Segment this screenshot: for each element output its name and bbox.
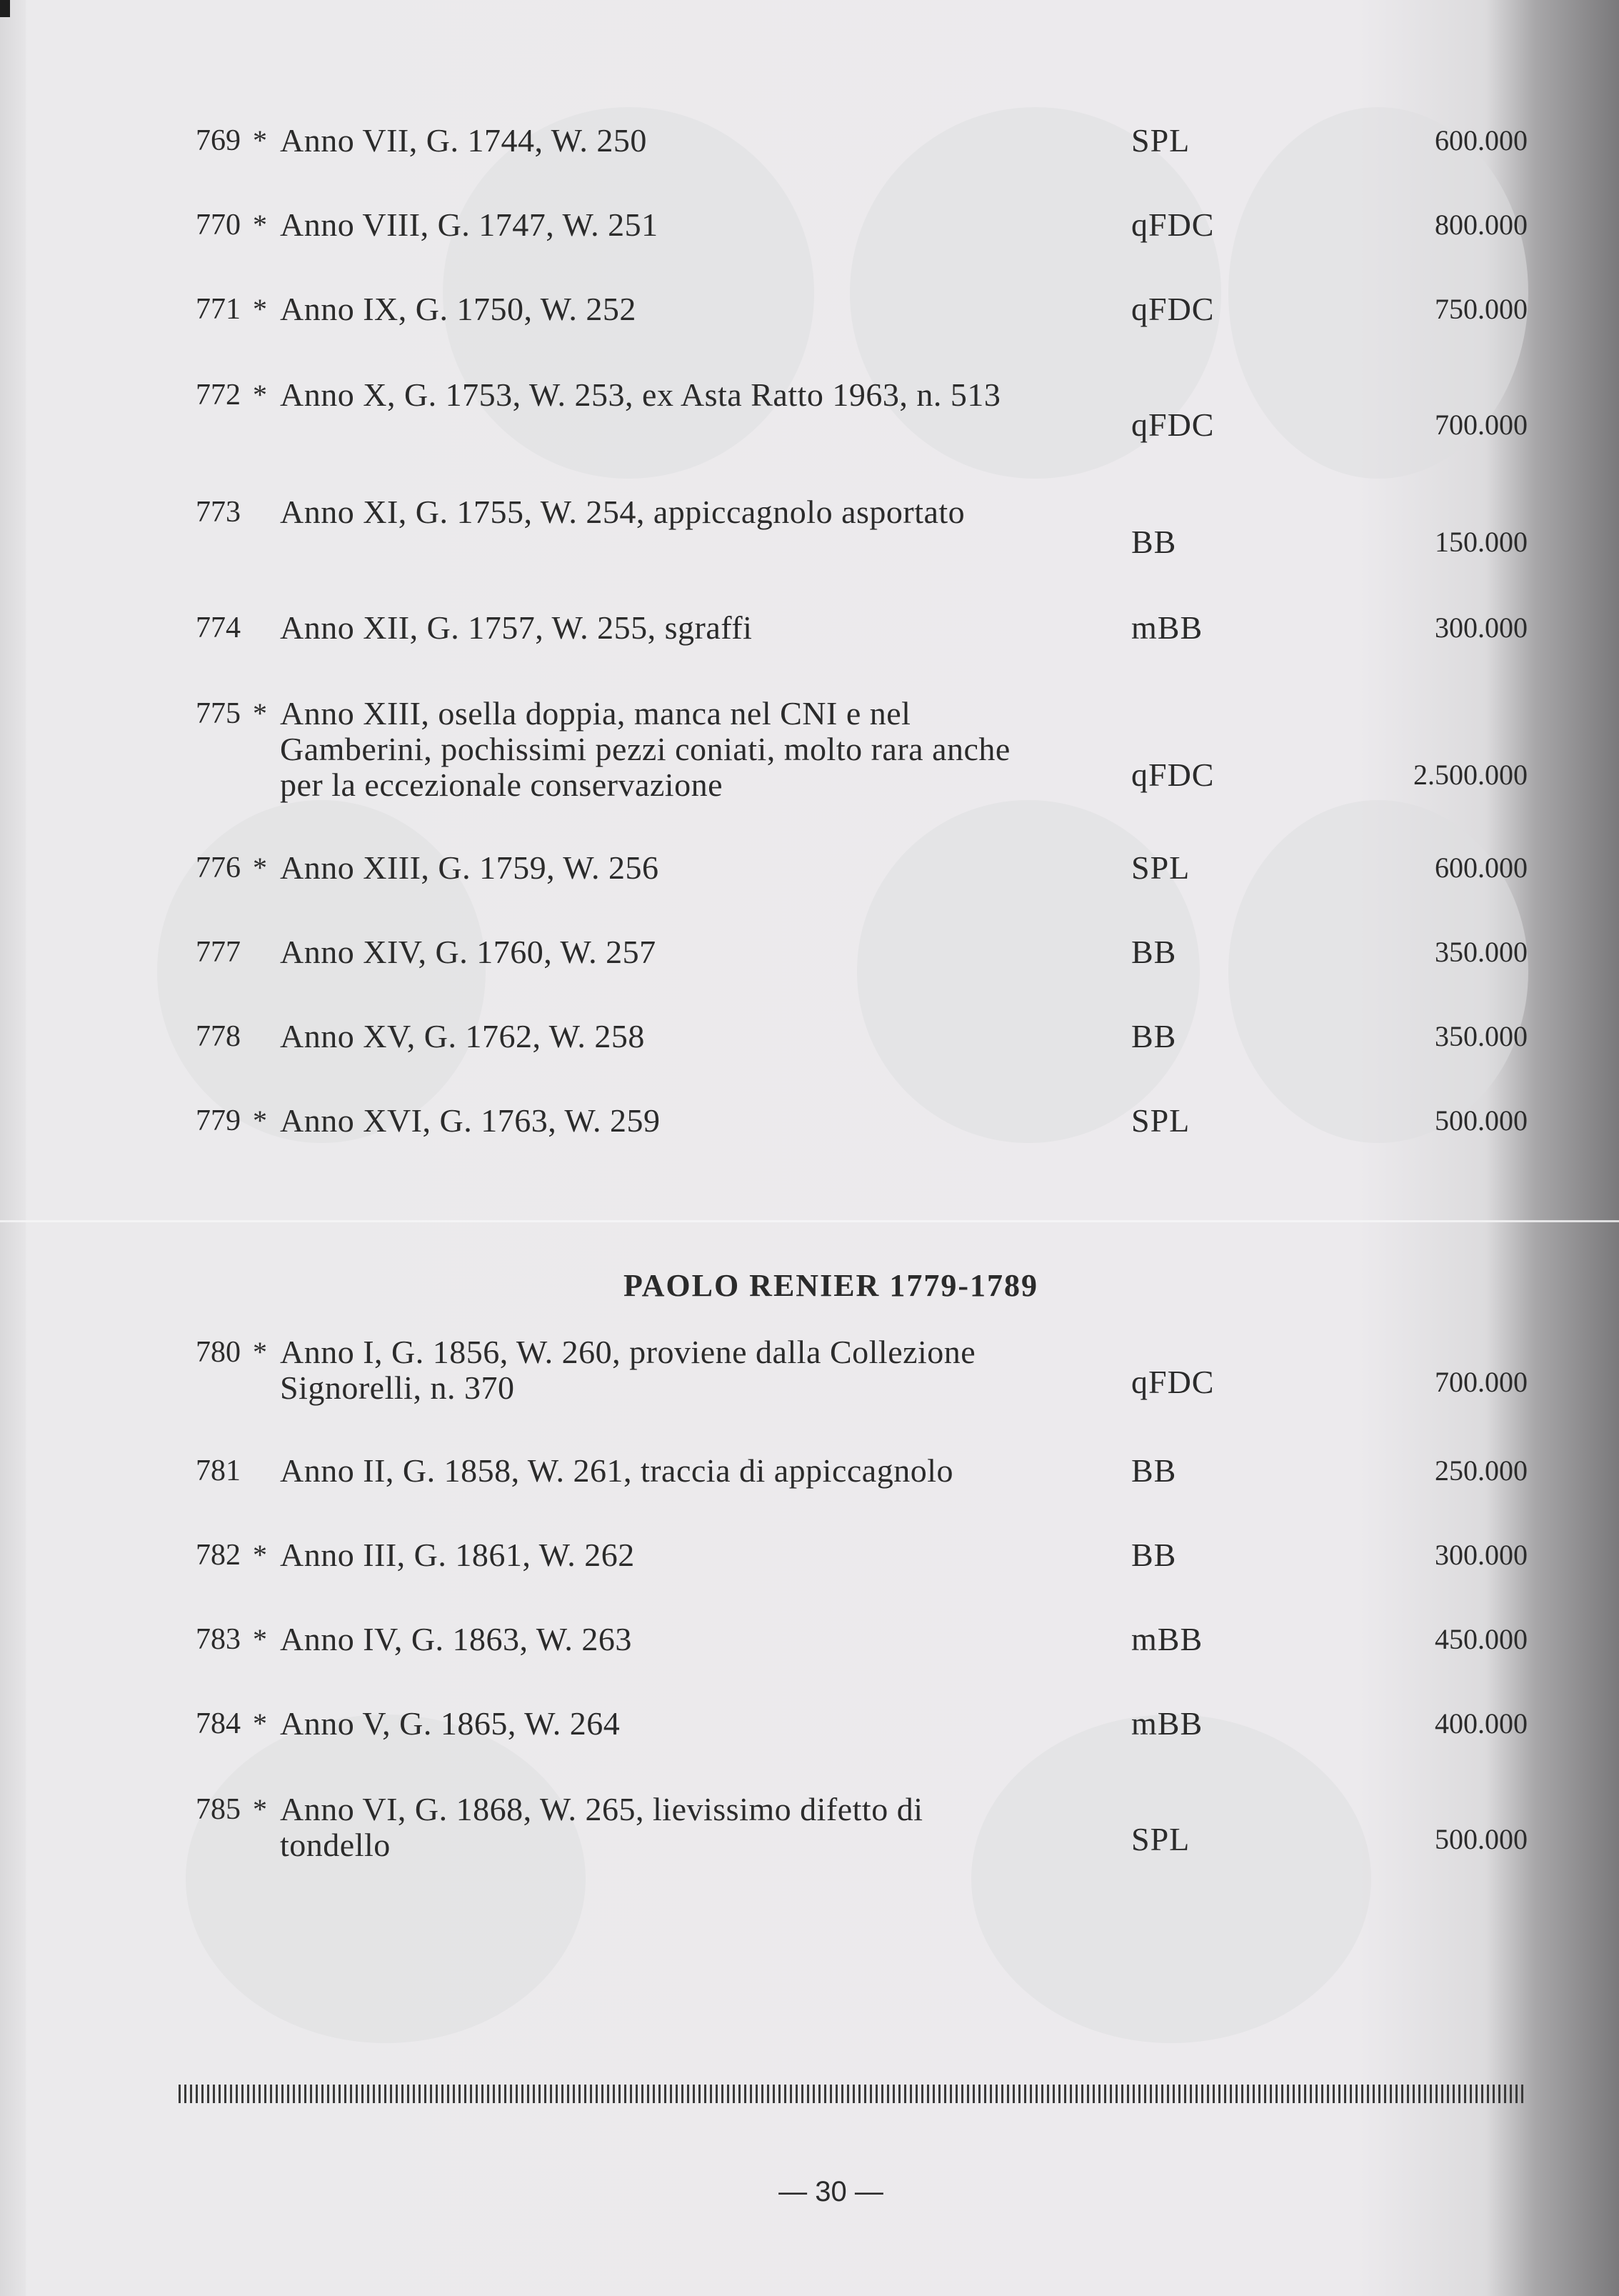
lot-number: 775 [196, 697, 241, 730]
lot-number: 780 [196, 1336, 241, 1369]
lot-number: 782 [196, 1539, 241, 1572]
photo-star: * [253, 1336, 267, 1368]
lot-price: 150.000 [1435, 526, 1528, 558]
lot-number: 779 [196, 1104, 241, 1137]
lot-grade: mBB [1131, 609, 1203, 646]
lot-grade: SPL [1131, 849, 1191, 886]
lot-price: 700.000 [1435, 1366, 1528, 1398]
lot-grade: BB [1131, 524, 1177, 560]
lot-grade: qFDC [1131, 1364, 1215, 1400]
lot-description: Anno XVI, G. 1763, W. 259 [280, 1102, 661, 1139]
lot-description: Anno III, G. 1861, W. 262 [280, 1537, 635, 1573]
lot-grade: qFDC [1131, 291, 1215, 327]
photo-star: * [253, 1539, 267, 1571]
photo-star: * [253, 124, 267, 156]
show-through-coin [971, 1714, 1371, 2043]
lot-grade: qFDC [1131, 206, 1215, 243]
lot-description: Anno VI, G. 1868, W. 265, lievissimo difetto di tondello [280, 1791, 923, 1863]
lot-number: 774 [196, 612, 241, 644]
photo-star: * [253, 1793, 267, 1825]
lot-price: 300.000 [1435, 1539, 1528, 1571]
photo-star: * [253, 209, 267, 241]
lot-price: 800.000 [1435, 209, 1528, 241]
lot-description: Anno XIII, osella doppia, manca nel CNI e nel Gamberini, pochissimi pezzi coniati, molto rara anche per la eccezionale conservazione [280, 695, 1011, 803]
photo-star: * [253, 852, 267, 884]
lot-price: 400.000 [1435, 1707, 1528, 1740]
lot-description: Anno X, G. 1753, W. 253, ex Asta Ratto 1963, n. 513 [280, 376, 1001, 413]
lot-grade: mBB [1131, 1621, 1203, 1657]
lot-number: 778 [196, 1020, 241, 1053]
lot-price: 300.000 [1435, 612, 1528, 644]
lot-grade: SPL [1131, 1102, 1191, 1139]
lot-description: Anno IX, G. 1750, W. 252 [280, 291, 636, 327]
lot-price: 750.000 [1435, 293, 1528, 325]
lot-grade: SPL [1131, 122, 1191, 159]
lot-grade: mBB [1131, 1705, 1203, 1742]
show-through-coin [186, 1714, 586, 2043]
lot-number: 772 [196, 379, 241, 411]
lot-number: 785 [196, 1793, 241, 1826]
lot-number: 784 [196, 1707, 241, 1740]
photo-star: * [253, 697, 267, 729]
lot-description: Anno XIV, G. 1760, W. 257 [280, 934, 656, 970]
spine-edge [0, 0, 26, 2296]
photo-star: * [253, 1707, 267, 1740]
lot-price: 600.000 [1435, 124, 1528, 156]
lot-number: 773 [196, 496, 241, 529]
lot-number: 776 [196, 852, 241, 884]
lot-description: Anno VII, G. 1744, W. 250 [280, 122, 647, 159]
lot-description: Anno XI, G. 1755, W. 254, appiccagnolo asportato [280, 494, 966, 530]
lot-price: 500.000 [1435, 1104, 1528, 1137]
lot-number: 771 [196, 293, 241, 326]
lot-description: Anno V, G. 1865, W. 264 [280, 1705, 621, 1742]
lot-number: 777 [196, 936, 241, 969]
lot-price: 450.000 [1435, 1623, 1528, 1655]
lot-price: 350.000 [1435, 936, 1528, 968]
lot-description: Anno XII, G. 1757, W. 255, sgraffi [280, 609, 753, 646]
barcode-strip [179, 2085, 1527, 2103]
lot-grade: qFDC [1131, 406, 1215, 443]
lot-price: 700.000 [1435, 409, 1528, 441]
lot-grade: SPL [1131, 1821, 1191, 1857]
page-fold [0, 1220, 1619, 1222]
lot-grade: BB [1131, 934, 1177, 970]
page-number: — 30 — [778, 2176, 883, 2207]
lot-price: 250.000 [1435, 1454, 1528, 1487]
lot-description: Anno VIII, G. 1747, W. 251 [280, 206, 658, 243]
lot-price: 600.000 [1435, 852, 1528, 884]
lot-description: Anno IV, G. 1863, W. 263 [280, 1621, 632, 1657]
lot-number: 783 [196, 1623, 241, 1656]
lot-grade: qFDC [1131, 757, 1215, 793]
lot-grade: BB [1131, 1018, 1177, 1054]
lot-grade: BB [1131, 1452, 1177, 1489]
corner-mark [0, 0, 10, 17]
lot-grade: BB [1131, 1537, 1177, 1573]
section-heading: PAOLO RENIER 1779-1789 [623, 1268, 1038, 1303]
lot-price: 350.000 [1435, 1020, 1528, 1052]
photo-star: * [253, 1104, 267, 1137]
photo-star: * [253, 1623, 267, 1655]
lot-description: Anno I, G. 1856, W. 260, proviene dalla Collezione Signorelli, n. 370 [280, 1334, 976, 1406]
lot-number: 770 [196, 209, 241, 241]
lot-number: 781 [196, 1454, 241, 1487]
photo-star: * [253, 379, 267, 411]
photo-star: * [253, 293, 267, 325]
lot-description: Anno II, G. 1858, W. 261, traccia di appiccagnolo [280, 1452, 953, 1489]
lot-price: 2.500.000 [1413, 759, 1528, 791]
lot-description: Anno XIII, G. 1759, W. 256 [280, 849, 659, 886]
lot-price: 500.000 [1435, 1823, 1528, 1855]
lot-number: 769 [196, 124, 241, 157]
lot-description: Anno XV, G. 1762, W. 258 [280, 1018, 645, 1054]
